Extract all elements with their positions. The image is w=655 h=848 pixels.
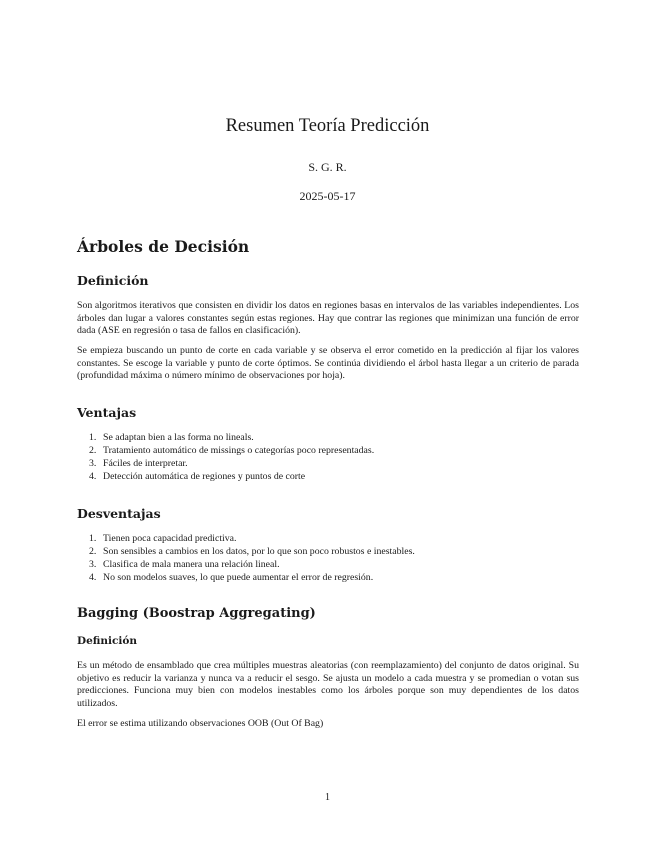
document-date: 2025-05-17 xyxy=(299,189,356,203)
list-item-number: 2. xyxy=(89,444,97,456)
list-item-number: 1. xyxy=(89,432,97,443)
list-item xyxy=(89,432,374,445)
list-item-number: 3. xyxy=(89,457,97,469)
paragraph-definicion-2: Se empieza buscando un punto de corte en cada variable y se observa el error cometido en la predicción al fijar los valores constantes. Se escoge la variable y punto de corte óptimos. Se continúa dividiendo el árbol hasta llegar a un criterio de parada (profundidad máxima o número mínimo de observaciones por hoja). xyxy=(77,345,579,382)
desventajas-list xyxy=(89,533,415,585)
subsection-heading-definicion: Definición xyxy=(77,273,149,288)
list-item xyxy=(89,546,415,559)
paragraph-definicion-1: Son algoritmos iterativos que consisten en dividir los datos en regiones basas en intervalos de las variables independientes. Los árboles dan lugar a valores constantes según estas regiones. Hay que contrar las regiones que minimizan una función de error dada (ASE en regresión o tasa de fallos en clasificación). xyxy=(77,300,579,337)
list-item-text: Son sensibles a cambios en los datos, por lo que son poco robustos e inestables. xyxy=(103,545,415,557)
list-item-text: No son modelos suaves, lo que puede aumentar el error de regresión. xyxy=(103,571,374,583)
list-item-text: Se adaptan bien a las forma no lineals. xyxy=(103,432,254,443)
list-item-number: 4. xyxy=(89,571,97,583)
paragraph-bagging-2: El error se estima utilizando observaciones OOB (Out Of Bag) xyxy=(77,718,324,729)
section-heading-bagging: Bagging (Boostrap Aggregating) xyxy=(77,606,316,621)
list-item-number: 4. xyxy=(89,470,97,482)
document-title: Resumen Teoría Predicción xyxy=(225,116,430,136)
list-item xyxy=(89,533,415,546)
subsection-heading-bagging-definicion: Definición xyxy=(77,635,138,647)
document-author: S. G. R. xyxy=(308,160,347,174)
list-item xyxy=(89,458,374,471)
list-item xyxy=(89,572,415,585)
list-item-text: Fáciles de interpretar. xyxy=(103,457,188,469)
list-item-number: 1. xyxy=(89,533,97,544)
list-item-text: Tratamiento automático de missings o categorías poco representadas. xyxy=(103,444,375,456)
page-number: 1 xyxy=(325,792,330,803)
list-item-text: Detección automática de regiones y puntos de corte xyxy=(103,470,306,482)
list-item-text: Tienen poca capacidad predictiva. xyxy=(103,533,237,544)
section-heading-arboles: Árboles de Decisión xyxy=(77,237,250,256)
list-item-number: 2. xyxy=(89,545,97,557)
list-item xyxy=(89,559,415,572)
paragraph-bagging-1: Es un método de ensamblado que crea múltiples muestras aleatorias (con reemplazamiento) del conjunto de datos original. Su objetivo es reducir la varianza y nunca va a reducir el sesgo. Se ajusta un modelo a cada muestra y se promedian o votan sus predicciones. Funciona muy bien con modelos inestables como los árboles porque son muy dependientes de los datos utilizados. xyxy=(77,660,579,710)
subsection-heading-desventajas: Desventajas xyxy=(77,506,161,521)
list-item-text: Clasifica de mala manera una relación lineal. xyxy=(103,558,280,570)
ventajas-list xyxy=(89,432,374,484)
list-item xyxy=(89,445,374,458)
list-item-number: 3. xyxy=(89,558,97,570)
subsection-heading-ventajas: Ventajas xyxy=(77,405,137,420)
list-item xyxy=(89,471,374,484)
